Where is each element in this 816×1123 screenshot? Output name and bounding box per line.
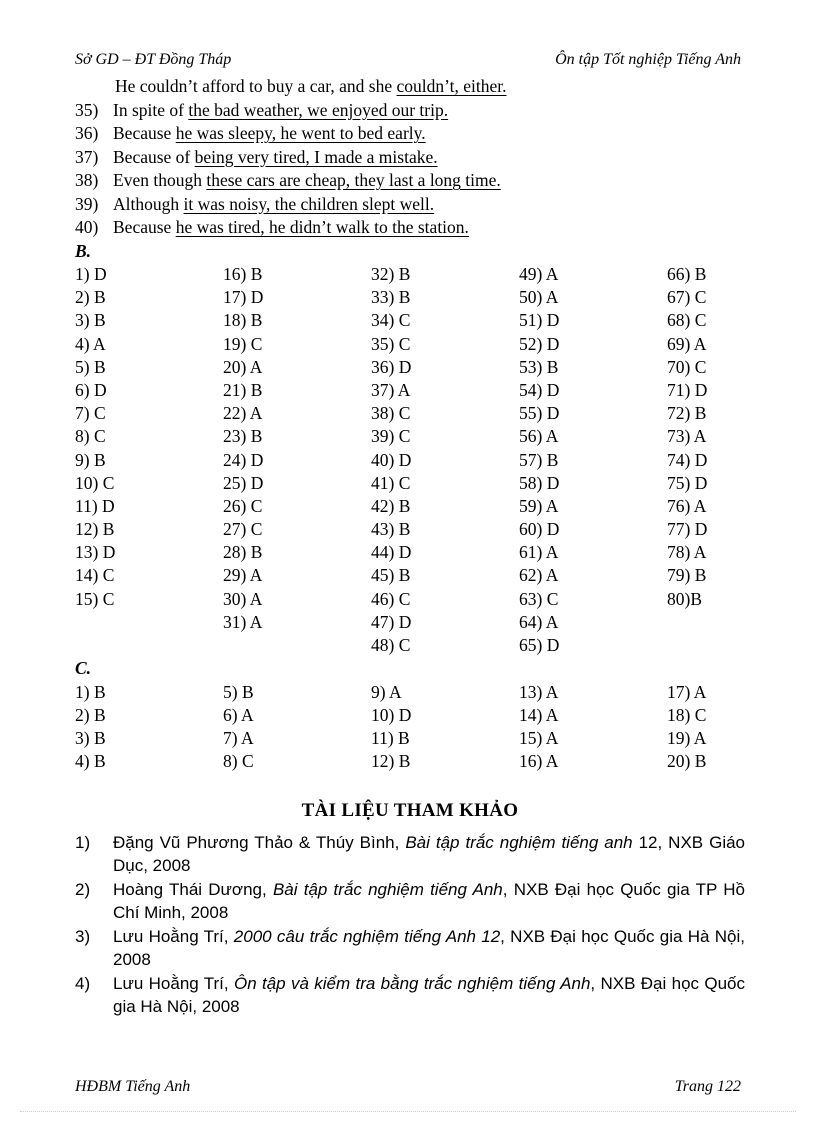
answer-item: 68) C <box>667 310 707 331</box>
answer-item: 10) C <box>75 472 115 493</box>
answer-item: 22) A <box>223 403 263 424</box>
answer-item: 37) A <box>371 379 411 400</box>
answer-item: 21) B <box>223 379 263 400</box>
answer-item: 2) B <box>75 704 106 725</box>
answer-item: 66) B <box>667 264 707 284</box>
reference-item <box>75 972 745 1019</box>
sentence-underlined: being very tired, I made a mistake. <box>194 146 438 167</box>
answer-item: 5) B <box>223 681 254 702</box>
answer-item: 20) B <box>667 751 707 772</box>
answer-item: 31) A <box>223 611 263 632</box>
answer-item: 39) C <box>371 426 411 447</box>
reference-publisher: , NXB Đại học Quốc gia Hà Nội, 2008 <box>113 973 746 1017</box>
answer-item: 15) C <box>75 588 115 609</box>
answer-item: 16) B <box>223 264 263 284</box>
answer-item: 49) A <box>519 264 559 284</box>
section-b-answers <box>75 263 745 657</box>
reference-author: Hoàng Thái Dương, <box>113 879 273 899</box>
answer-item <box>223 634 371 657</box>
answer-item: 71) D <box>667 379 708 400</box>
answer-item: 26) C <box>223 495 263 516</box>
answer-item: 28) B <box>223 542 263 563</box>
answer-item: 52) D <box>519 333 560 354</box>
reference-author: Đặng Vũ Phương Thảo & Thúy Bình, <box>113 832 406 852</box>
answer-item: 23) B <box>223 426 263 447</box>
reference-text <box>113 878 745 925</box>
sentence-underlined: couldn’t, either. <box>396 76 507 96</box>
sentence-underlined: he was sleepy, he went to bed early. <box>175 123 426 143</box>
sentence-underlined: it was noisy, the children slept well. <box>183 193 435 214</box>
answer-item: 44) D <box>371 542 412 563</box>
answer-item: 14) C <box>75 565 115 586</box>
answer-item: 53) B <box>519 356 559 377</box>
answer-item: 45) B <box>371 565 411 586</box>
footer-right: Trang 122 <box>674 1078 741 1095</box>
answer-item: 8) C <box>223 751 254 772</box>
answer-item: 42) B <box>371 495 411 516</box>
answer-item: 2) B <box>75 287 106 308</box>
sentence-line <box>75 122 745 146</box>
answer-item <box>667 634 745 657</box>
answer-item: 79) B <box>667 565 707 586</box>
answer-item: 41) C <box>371 472 411 493</box>
answer-item: 19) A <box>667 728 707 749</box>
answer-item: 15) A <box>519 728 559 749</box>
answer-item: 58) D <box>519 472 560 493</box>
answer-item: 8) C <box>75 426 106 447</box>
sentence-text: Because <box>113 123 176 143</box>
sentence-text: Although <box>113 193 184 214</box>
answer-item: 6) D <box>75 379 107 400</box>
answer-item: 64) A <box>519 611 559 632</box>
reference-text <box>113 925 745 972</box>
reference-text <box>113 831 745 878</box>
answer-item: 20) A <box>223 356 263 377</box>
bottom-divider <box>20 1111 796 1112</box>
answer-item: 61) A <box>519 542 559 563</box>
answer-item: 73) A <box>667 426 707 447</box>
answer-item: 33) B <box>371 287 411 308</box>
reference-book-title: Ôn tập và kiểm tra bằng trắc nghiệm tiếng Anh <box>233 973 591 993</box>
answer-item: 29) A <box>223 565 263 586</box>
answer-item: 50) A <box>519 287 559 308</box>
sentence-line <box>75 216 745 240</box>
answer-item: 40) D <box>371 449 412 470</box>
reference-item <box>75 831 745 878</box>
sentence-line <box>75 75 745 99</box>
section-c-answers <box>75 681 745 774</box>
answer-item: 56) A <box>519 426 559 447</box>
reference-text <box>113 972 745 1019</box>
answer-item: 4) B <box>75 751 106 772</box>
answer-item: 76) A <box>667 495 707 516</box>
answer-item: 32) B <box>371 264 411 284</box>
answer-item: 18) B <box>223 310 263 331</box>
answer-item: 25) D <box>223 472 264 493</box>
sentence-line <box>75 146 745 170</box>
header-left: Sở GD – ĐT Đồng Tháp <box>75 51 232 68</box>
answer-item: 11) B <box>371 728 410 749</box>
answer-item <box>75 634 223 657</box>
answer-item: 62) A <box>519 565 559 586</box>
sentence-list <box>75 99 745 240</box>
answer-item: 24) D <box>223 449 264 470</box>
sentence-text: Because <box>113 217 176 237</box>
answer-item: 60) D <box>519 519 560 540</box>
answer-item: 57) B <box>519 449 559 470</box>
answer-item: 69) A <box>667 333 707 354</box>
reference-book-title: Bài tập trắc nghiệm tiếng Anh <box>272 879 503 899</box>
reference-list <box>75 831 745 1019</box>
sentence-text: In spite of <box>113 99 189 120</box>
sentence-line <box>75 193 745 217</box>
answer-item: 16) A <box>519 751 559 772</box>
answer-item: 13) D <box>75 542 116 563</box>
answer-item: 80)B <box>667 588 702 609</box>
answer-item: 1) D <box>75 264 107 284</box>
answer-item: 19) C <box>223 333 263 354</box>
sentence-number: 38) <box>75 170 99 190</box>
sentence-number: 35) <box>75 99 99 120</box>
sentence-line <box>75 169 745 193</box>
sentence-number: 40) <box>75 217 99 237</box>
answer-item: 36) D <box>371 356 412 377</box>
answer-item: 78) A <box>667 542 707 563</box>
answer-item: 7) A <box>223 728 254 749</box>
answer-item: 12) B <box>75 519 115 540</box>
reference-publisher: 12, NXB Giáo Dục, 2008 <box>113 832 746 876</box>
answer-item: 74) D <box>667 449 708 470</box>
answer-item: 67) C <box>667 287 707 308</box>
reference-author: Lưu Hoằng Trí, <box>113 926 234 946</box>
answer-item: 17) D <box>223 287 264 308</box>
answer-item: 48) C <box>371 635 411 655</box>
answer-item: 7) C <box>75 403 106 424</box>
section-c-label: C. <box>75 658 92 679</box>
reference-number: 4) <box>75 973 91 993</box>
answer-item: 4) A <box>75 333 106 354</box>
sentence-underlined: he was tired, he didn’t walk to the station. <box>175 217 469 237</box>
sentence-line <box>75 99 745 123</box>
footer-left: HĐBM Tiếng Anh <box>75 1078 191 1095</box>
sentence-number: 36) <box>75 123 99 143</box>
answer-item: 72) B <box>667 403 707 424</box>
header-right: Ôn tập Tốt nghiệp Tiếng Anh <box>555 51 741 68</box>
answer-item: 17) A <box>667 681 707 702</box>
section-b-label: B. <box>75 240 92 261</box>
answer-item: 9) A <box>371 681 402 702</box>
sentence-underlined: the bad weather, we enjoyed our trip. <box>188 99 449 120</box>
answer-item: 54) D <box>519 379 560 400</box>
answer-item: 11) D <box>75 495 115 516</box>
reference-publisher: , NXB Đại học Quốc gia Hà Nội, 2008 <box>113 926 745 970</box>
answer-item: 38) C <box>371 403 411 424</box>
sentence-text: Because of <box>113 146 195 167</box>
answer-item: 27) C <box>223 519 263 540</box>
answer-item: 9) B <box>75 449 106 470</box>
answer-item: 43) B <box>371 519 411 540</box>
answer-item: 1) B <box>75 681 106 702</box>
reference-number: 3) <box>75 926 91 946</box>
answer-item: 14) A <box>519 704 559 725</box>
answer-item: 34) C <box>371 310 411 331</box>
page-header <box>75 51 741 69</box>
reference-item <box>75 878 745 925</box>
answer-item: 5) B <box>75 356 106 377</box>
answer-item <box>75 611 223 634</box>
answer-item: 3) B <box>75 728 106 749</box>
page-content <box>75 75 745 1019</box>
reference-number: 1) <box>75 832 91 852</box>
reference-book-title: Bài tập trắc nghiệm tiếng anh <box>405 832 633 852</box>
answer-item: 18) C <box>667 704 707 725</box>
answer-item: 10) D <box>371 704 412 725</box>
answer-item: 13) A <box>519 681 559 702</box>
answer-item: 55) D <box>519 403 560 424</box>
answer-item: 3) B <box>75 310 106 331</box>
reference-author: Lưu Hoằng Trí, <box>113 973 234 993</box>
answer-item: 6) A <box>223 704 254 725</box>
answer-item: 75) D <box>667 472 708 493</box>
reference-number: 2) <box>75 879 91 899</box>
references-title: TÀI LIỆU THAM KHẢO <box>301 800 519 822</box>
answer-item: 30) A <box>223 588 263 609</box>
answer-item <box>667 611 745 634</box>
answer-item: 51) D <box>519 310 560 331</box>
page-footer <box>75 1078 741 1096</box>
sentence-number: 39) <box>75 193 99 214</box>
answer-item: 46) C <box>371 588 411 609</box>
answer-item: 65) D <box>519 635 560 655</box>
answer-item: 63) C <box>519 588 559 609</box>
reference-book-title: 2000 câu trắc nghiệm tiếng Anh 12 <box>233 926 501 946</box>
answer-item: 47) D <box>371 611 412 632</box>
sentence-underlined: these cars are cheap, they last a long time. <box>206 170 501 190</box>
sentence-number: 37) <box>75 146 99 167</box>
sentence-text: He couldn’t afford to buy a car, and she <box>115 76 397 96</box>
answer-item: 35) C <box>371 333 411 354</box>
sentence-text: Even though <box>113 170 207 190</box>
answer-item: 77) D <box>667 519 708 540</box>
answer-item: 12) B <box>371 751 411 772</box>
answer-item: 59) A <box>519 495 559 516</box>
reference-item <box>75 925 745 972</box>
reference-publisher: , NXB Đại học Quốc gia TP Hồ Chí Minh, 2008 <box>113 879 745 923</box>
answer-item: 70) C <box>667 356 707 377</box>
